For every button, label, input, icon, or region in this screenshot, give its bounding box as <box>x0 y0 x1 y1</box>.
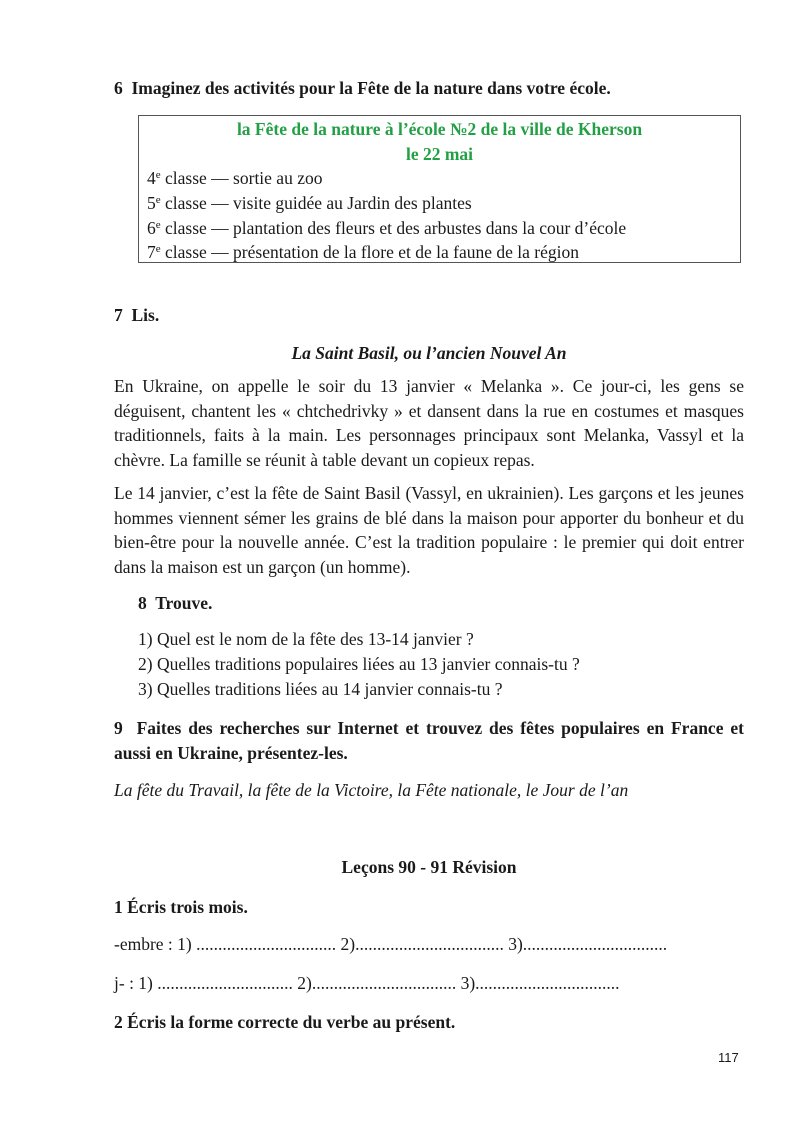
box-item: 7e classe — présentation de la flore et de la faune de la région <box>147 242 579 262</box>
exercise-9-heading <box>114 716 744 765</box>
exercise-8-heading <box>138 593 212 614</box>
story-title: La Saint Basil, ou l’ancien Nouvel An <box>291 343 567 363</box>
fill-line-j[interactable]: j- : 1) ............................... 2)................................. 3)................................. <box>114 973 620 993</box>
exercise-7-number: 7 <box>114 305 123 325</box>
page-number: 117 <box>718 1050 739 1065</box>
story-paragraph-1: En Ukraine, on appelle le soir du 13 janvier « Melanka ». Ce jour-ci, les gens se déguisent, chantent les « chtchedrivky » et dansent dans la rue en costumes et masques traditionnels, faits à la main. Les personnages principaux sont Melanka, Vassyl et la chèvre. La famille se réunit à table devant un copieux repas. <box>114 376 744 470</box>
box-item: 6e classe — plantation des fleurs et des arbustes dans la cour d’école <box>147 218 627 238</box>
question-item: 1) Quel est le nom de la fête des 13-14 janvier ? <box>138 629 474 649</box>
box-heading-2: le 22 mai <box>405 144 474 164</box>
exercise-7-title: Lis. <box>131 305 160 325</box>
story-paragraph-2: Le 14 janvier, c’est la fête de Saint Basil (Vassyl, en ukrainien). Les garçons et les jeunes hommes viennent sémer les grains de blé dans la maison pour apporter du bonheur et du bien-être pour la nouvelle année. C’est la tradition populaire : le premier qui doit entrer dans la maison est un garçon (un homme). <box>114 483 744 577</box>
exercise-8-title: Trouve. <box>155 593 213 613</box>
box-item: 5e classe — visite guidée au Jardin des plantes <box>147 193 472 213</box>
exercise-9-title: Faites des recherches sur Internet et trouvez des fêtes populaires en France et aussi en Ukraine, présentez-les. <box>114 718 744 763</box>
exercise-6-heading <box>114 78 611 99</box>
lesson-title: Leçons 90 - 91 Révision <box>341 857 517 877</box>
exercise-9-examples: La fête du Travail, la fête de la Victoire, la Fête nationale, le Jour de l’an <box>114 780 629 800</box>
exercise-6-title: Imaginez des activités pour la Fête de la nature dans votre école. <box>131 78 611 98</box>
fill-line-embre[interactable]: -embre : 1) ................................ 2).................................. 3)................................. <box>114 934 668 954</box>
question-item: 3) Quelles traditions liées au 14 janvier connais-tu ? <box>138 679 503 699</box>
exercise-9-number: 9 <box>114 718 123 738</box>
box-heading-1: la Fête de la nature à l’école №2 de la ville de Kherson <box>236 119 643 139</box>
revision-2-title: 2 Écris la forme correcte du verbe au présent. <box>114 1012 456 1032</box>
exercise-6-number: 6 <box>114 78 123 98</box>
question-item: 2) Quelles traditions populaires liées au 13 janvier connais-tu ? <box>138 654 580 674</box>
nature-festival-box <box>138 115 741 263</box>
revision-1-title: 1 Écris trois mois. <box>114 897 248 917</box>
exercise-8-number: 8 <box>138 593 147 613</box>
exercise-7-heading <box>114 305 159 326</box>
box-item: 4e classe — sortie au zoo <box>147 168 323 188</box>
